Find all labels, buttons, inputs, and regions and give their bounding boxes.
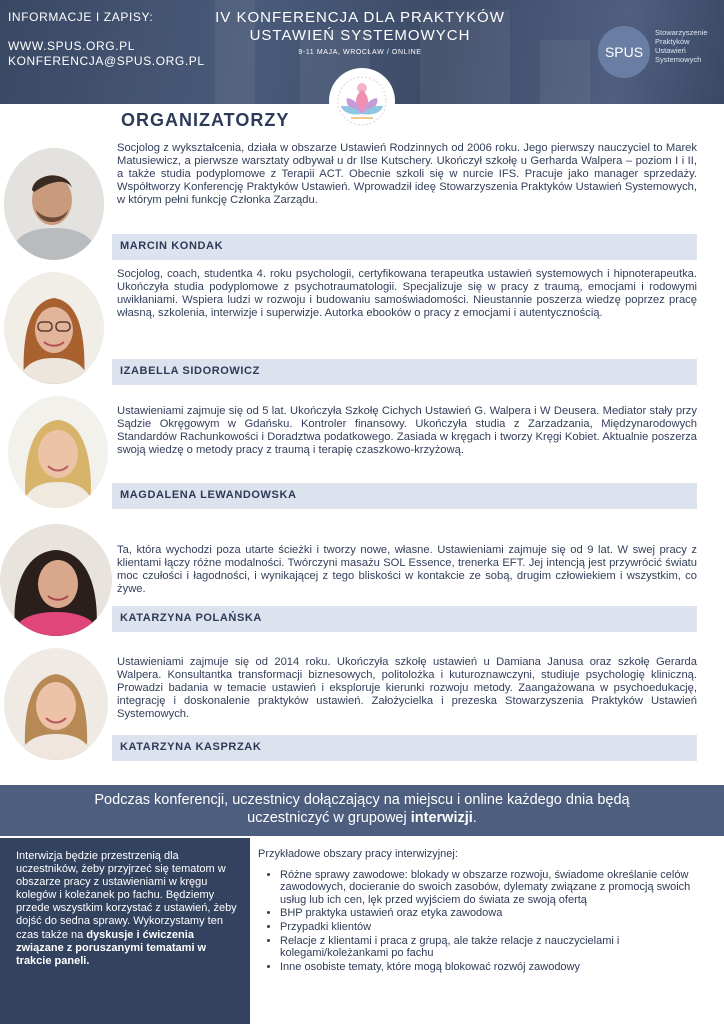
spus-logo — [598, 26, 650, 78]
conference-title — [200, 9, 520, 56]
organizer-name-bar — [112, 483, 697, 509]
organizer-bio: Ustawieniami zajmuje się od 2014 roku. Ukończyła szkołę ustawień u Damiana Janusa oraz szkołę Gerarda Walpera. Konsultantka transformacji biznesowych, politolożka i kuturoznawczyni, studiuje psychologię kliniczną. Prowadzi badania w temacie ustawień i eksploruje kierunki rozwoju metody. Zaangażowana w psychoedukację, integrację i doskonalenie praktyków ustawień. Założycielka i prezeska Stowarzyszenia Praktyków Ustawień Systemowych. — [117, 656, 697, 720]
organizer-name: KATARZYNA POLAŃSKA — [120, 612, 262, 624]
list-item: • Różne sprawy zawodowe: blokady w obszarze rozwoju, świadome określanie celów zawodowych, docieranie do swoich zasobów, dylematy związane z promocją swoich usług lub ich cen, lęk przed wyjściem do świata ze swoją ofertą — [280, 869, 708, 907]
avatar — [4, 648, 108, 760]
title-line-2: USTAWIEŃ SYSTEMOWYCH — [249, 27, 471, 44]
description-text: Interwizja będzie przestrzenią dla uczestników, żeby przyjrzeć się tematom w obszarze pracy z ustawieniami w kręgu kolegów i koleżanek po fachu. Będziemy przede wszystkim korzystać z ustawień, żeby dojść do sedna sprawy. Wykorzystamy ten czas także na — [16, 850, 237, 941]
work-areas — [258, 848, 708, 974]
work-areas-list — [258, 869, 708, 974]
logo-text — [655, 28, 708, 64]
avatar — [4, 148, 104, 260]
organizer-bio: Ta, która wychodzi poza utarte ścieżki i tworzy nowe, własne. Ustawieniami zajmuje się od 9 lat. W swej pracy z klientami łączy różne modalności. Twórczyni masażu SOL Essence, trenerka EFT. Jej intencją jest przywrócić światu moc czułości i łagodności, i wynikającej z tego bliskości w kontakcie ze sobą, drugim człowiekiem i wszystkim, co żywe. — [117, 544, 697, 595]
banner-text: . — [472, 810, 477, 826]
lotus-icon — [329, 68, 395, 134]
logo-text-line: Praktyków — [655, 37, 690, 46]
website-link[interactable]: WWW.SPUS.ORG.PL — [8, 39, 136, 53]
title-line-1: IV KONFERENCJA DLA PRAKTYKÓW — [215, 9, 505, 26]
organizer-name-bar — [112, 359, 697, 385]
organizer-name: IZABELLA SIDOROWICZ — [120, 365, 260, 377]
description-bold: dyskusje i ćwiczenia związane z poruszanymi tematami w trakcie paneli. — [16, 928, 207, 967]
email-link[interactable]: KONFERENCJA@SPUS.ORG.PL — [8, 54, 205, 68]
organizer-name-bar — [112, 606, 697, 632]
organizer-name: MAGDALENA LEWANDOWSKA — [120, 489, 297, 501]
organizer-bio: Socjolog, coach, studentka 4. roku psychologii, certyfikowana terapeutka ustawień systemowych i hipnoterapeutka. Ukończyła studia podyplomowe z psychotraumatologii. Specjalizuje się w pracy z traumą, emocjami i rodowymi uwikłaniami. Wspiera ludzi w rozwoju i budowaniu samoświadomości. Nieustannie poszerza wiedzę poprzez pracę własną, szkolenia, interwizje i superwizje. Autorka ebooków o pracy z emocjami i autentycznością. — [117, 268, 697, 319]
organizer-name-bar — [112, 735, 697, 761]
avatar — [8, 396, 108, 508]
interwizja-banner — [0, 785, 724, 836]
contact-label: INFORMACJE I ZAPISY: — [8, 10, 154, 24]
logo-text-line: Systemowych — [655, 55, 702, 64]
organizer-bio: Ustawieniami zajmuje się od 5 lat. Ukończyła Szkołę Cichych Ustawień G. Walpera i W Deusera. Mediator stały przy Sądzie Okręgowym w Gdańsku. Kontroler finansowy. Ukończyła studia z Zarzadzania, Międzynarodowych Standardów Rachunkowości i Doradztwa podatkowego. Zasiada w kręgach i tworzy Kręgi Kobiet. Aktualnie poszerza swoją wiedzę o metody pracy z traumą i terapię czaszkowo-krzyżową. — [117, 405, 697, 456]
organizer-name: MARCIN KONDAK — [120, 240, 224, 252]
logo-mark: SPUS — [604, 44, 644, 60]
list-item: • Inne osobiste tematy, które mogą blokować rozwój zawodowy — [280, 961, 708, 974]
organizer-name-bar — [112, 234, 697, 260]
list-item: • Przypadki klientów — [280, 921, 708, 934]
list-item: • BHP praktyka ustawień oraz etyka zawodowa — [280, 907, 708, 920]
avatar — [0, 524, 112, 636]
organizer-name: KATARZYNA KASPRZAK — [120, 741, 262, 753]
logo-text-line: Stowarzyszenie — [655, 28, 708, 37]
logo-text-line: Ustawień — [655, 46, 686, 55]
contact-info — [8, 10, 205, 69]
date-place: 9-11 MAJA, WROCŁAW / ONLINE — [298, 49, 422, 56]
avatar — [4, 272, 104, 384]
banner-text: uczestniczyć w grupowej — [247, 810, 411, 826]
work-areas-heading: Przykładowe obszary pracy interwizyjnej: — [258, 848, 458, 860]
organizer-bio: Socjolog z wykształcenia, działa w obszarze Ustawień Rodzinnych od 2006 roku. Jego pierwszy nauczyciel to Marek Matusiewicz, a pierwsze warsztaty odbywał u dr Ilse Kutschery. Ukończył szkołę u Gerharda Walpera – poziom I i II, a także studia podyplomowe z Terapii ACT. Obecnie szkoli się w nurcie IFS. Pracuje jako manager sprzedaży. Współtworzy Konferencję Praktyków Ustawień. Wprowadził ideę Stowarzyszenia Praktyków Ustawień Systemowych, w którym pełni funkcję Członka Zarządu. — [117, 142, 697, 206]
banner-line-1: Podczas konferencji, uczestnicy dołączający na miejscu i online każdego dnia będą — [94, 792, 630, 808]
section-title: ORGANIZATORZY — [121, 110, 290, 130]
interwizja-description — [0, 838, 250, 1024]
banner-highlight: interwizji — [410, 810, 473, 826]
banner-line-2 — [0, 809, 724, 827]
list-item: • Relacje z klientami i praca z grupą, ale także relacje z nauczycielami i kolegami/koleżankami po fachu — [280, 935, 708, 960]
